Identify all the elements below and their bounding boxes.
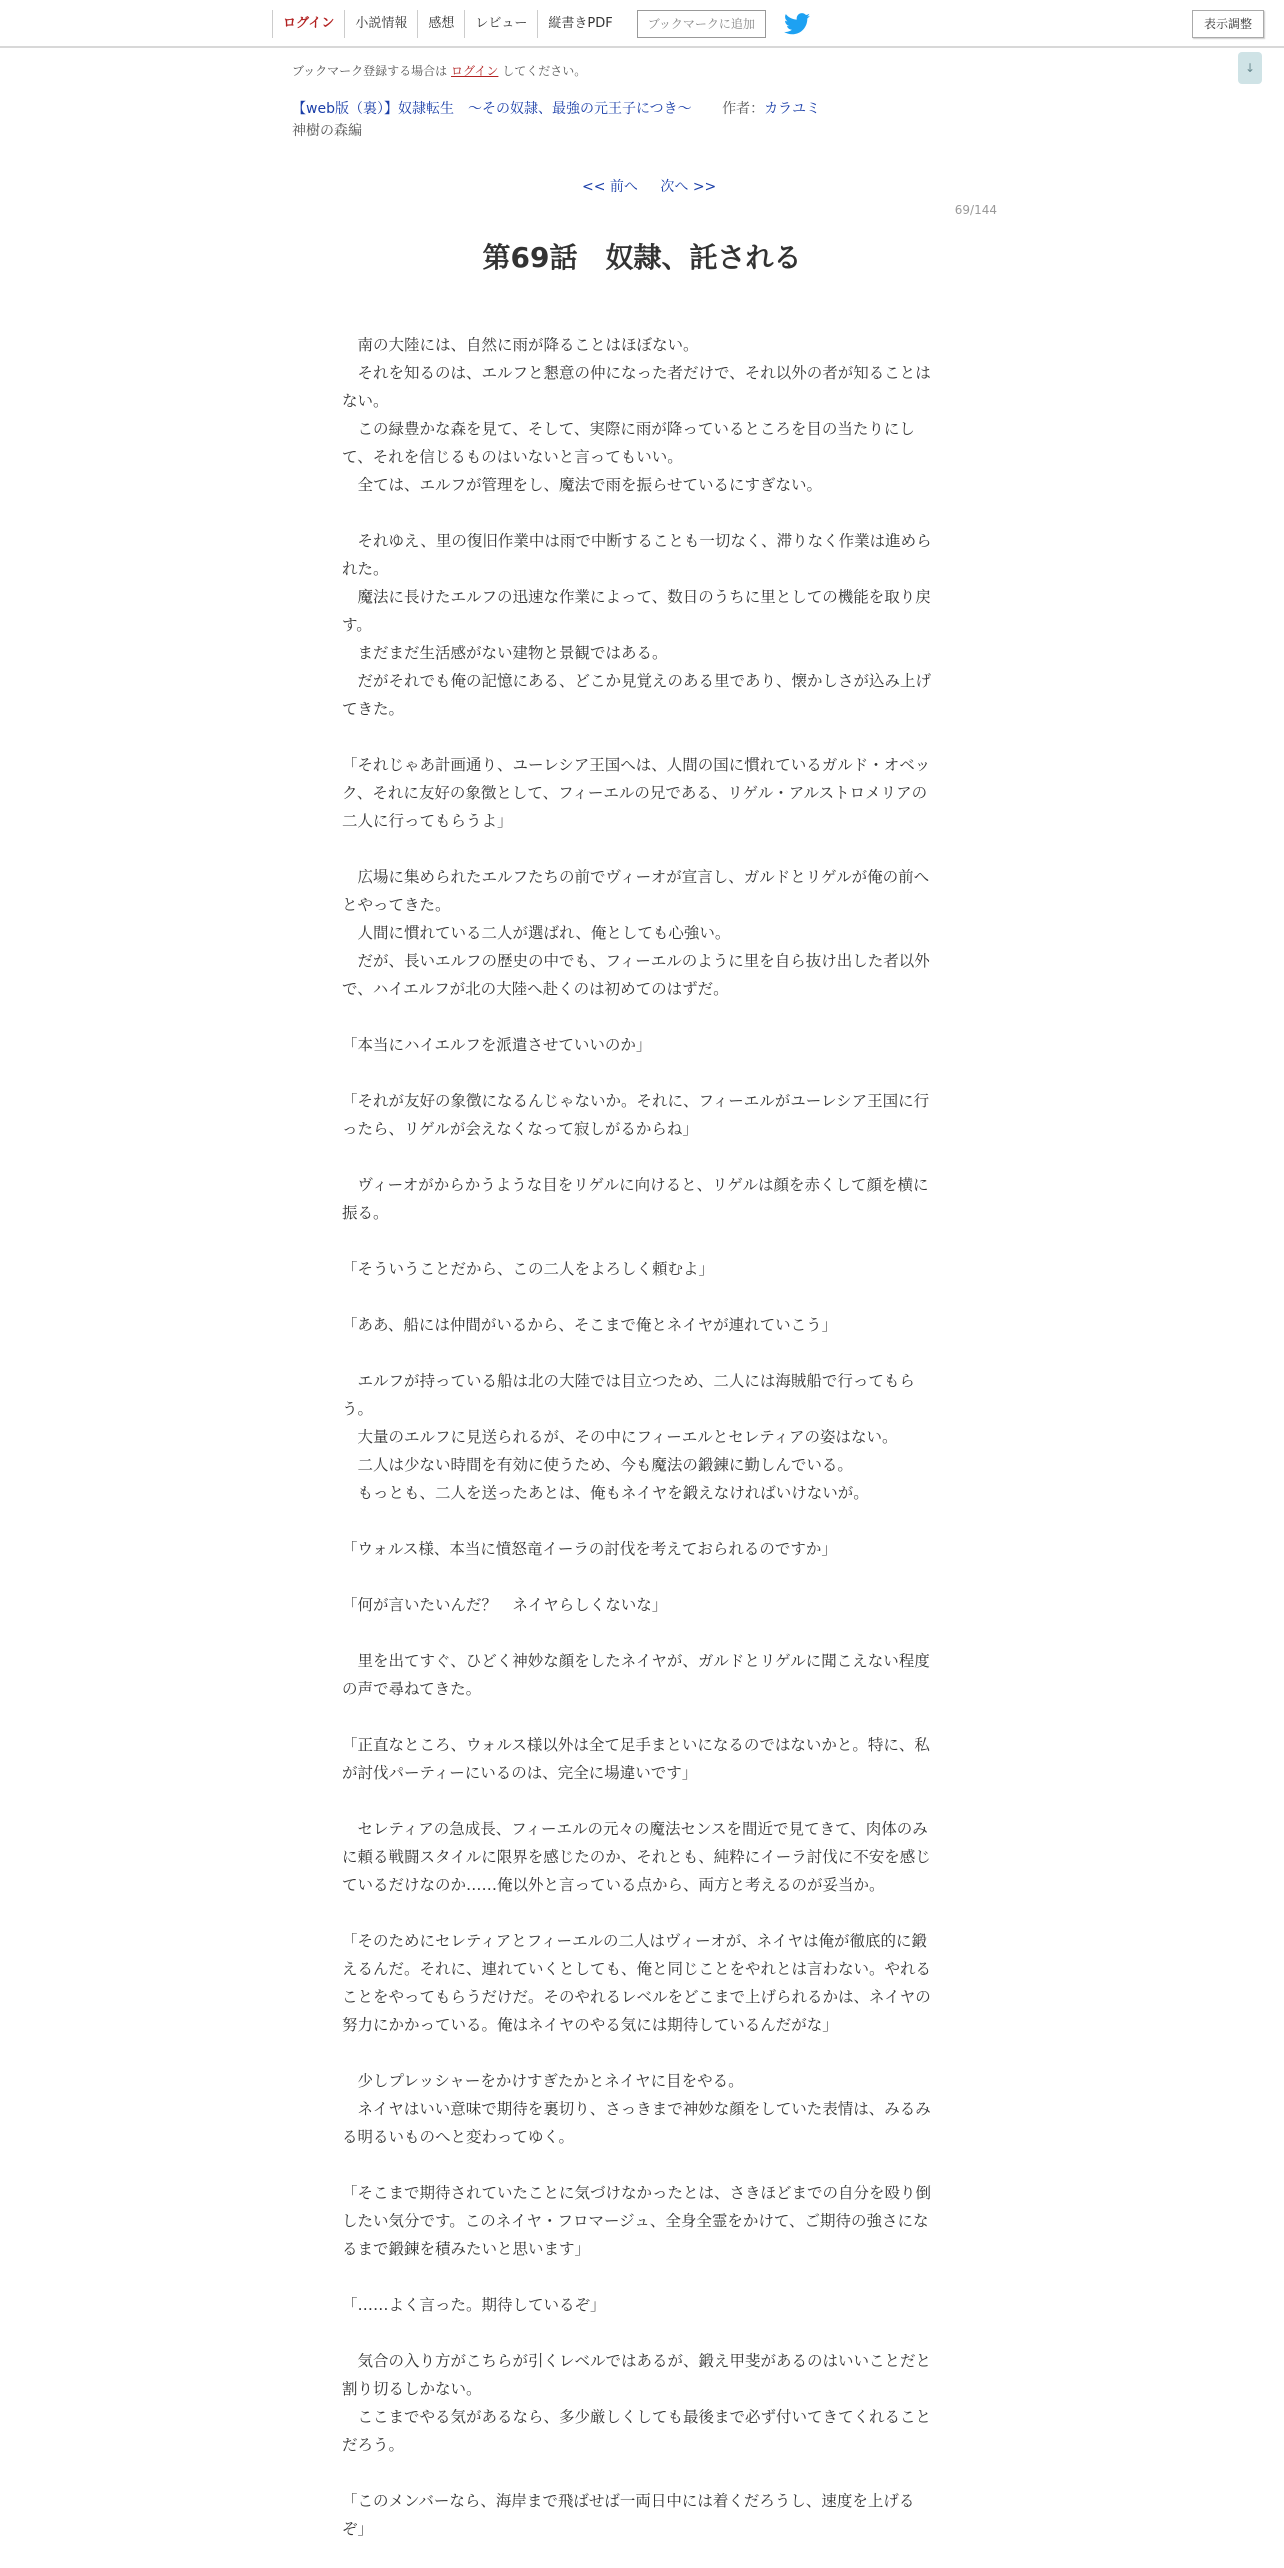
author-label: 作者： bbox=[722, 101, 765, 117]
prev-page-link[interactable]: << 前へ bbox=[582, 179, 638, 195]
blank-line bbox=[342, 1003, 936, 1031]
top-nav bbox=[272, 8, 810, 40]
blank-line bbox=[342, 499, 936, 527]
blank-line bbox=[342, 2151, 936, 2179]
next-page-link[interactable]: 次へ >> bbox=[660, 179, 717, 195]
paragraph: 「何が言いたいんだ？ ネイヤらしくないな」 bbox=[342, 1596, 668, 1614]
blank-line bbox=[342, 2319, 936, 2347]
paragraph: 魔法に長けたエルフの迅速な作業によって、数日のうちに里としての機能を取り戻す。 bbox=[342, 588, 931, 634]
blank-line bbox=[342, 1143, 936, 1171]
blank-line bbox=[342, 1787, 936, 1815]
author-link[interactable]: カラユミ bbox=[764, 101, 821, 117]
blank-line bbox=[342, 835, 936, 863]
chapter-title: 第69話 奴隷、託される bbox=[482, 241, 802, 274]
paragraph: 「ああ、船には仲間がいるから、そこまで俺とネイヤが連れていこう」 bbox=[342, 1316, 838, 1334]
blank-line bbox=[342, 1339, 936, 1367]
blank-line bbox=[342, 1899, 936, 1927]
paragraph: 気合の入り方がこちらが引くレベルではあるが、鍛え甲斐があるのはいいことだと割り切るしかない。 bbox=[342, 2352, 932, 2398]
blank-line bbox=[342, 2039, 936, 2067]
paragraph: 全ては、エルフが管理をし、魔法で雨を振らせているにすぎない。 bbox=[342, 476, 823, 494]
blank-line bbox=[342, 2459, 936, 2487]
nav-review-link[interactable]: レビュー bbox=[464, 10, 537, 38]
paragraph: 広場に集められたエルフたちの前でヴィーオが宣言し、ガルドとリゲルが俺の前へとやってきた。 bbox=[342, 868, 930, 914]
paragraph: 人間に慣れている二人が選ばれ、俺としても心強い。 bbox=[342, 924, 731, 942]
notice-suffix: してください。 bbox=[502, 64, 587, 78]
pager bbox=[582, 176, 716, 196]
paragraph: 少しプレッシャーをかけすぎたかとネイヤに目をやる。 bbox=[342, 2072, 744, 2090]
paragraph: セレティアの急成長、フィーエルの元々の魔法センスを間近で見てきて、肉体のみに頼る戦闘スタイルに限界を感じたのか、それとも、純粋にイーラ討伐に不安を感じているだけなのか……俺以外と言っている点から、両方と考えるのが妥当か。 bbox=[342, 1820, 931, 1894]
paragraph: だがそれでも俺の記憶にある、どこか見覚えのある里であり、懐かしさが込み上げてきた。 bbox=[342, 672, 932, 718]
page-count: 69/144 bbox=[954, 203, 997, 217]
paragraph: ヴィーオがからかうような目をリゲルに向けると、リゲルは顔を赤くして顔を横に振る。 bbox=[342, 1176, 929, 1222]
blank-line bbox=[342, 1563, 936, 1591]
blank-line bbox=[342, 1507, 936, 1535]
series-info bbox=[292, 98, 820, 118]
paragraph: ネイヤはいい意味で期待を裏切り、さっきまで神妙な顔をしていた表情は、みるみる明るいものへと変わってゆく。 bbox=[342, 2100, 931, 2146]
blank-line bbox=[342, 1619, 936, 1647]
paragraph: 「そこまで期待されていたことに気づけなかったとは、さきほどまでの自分を殴り倒したい気分です。このネイヤ・フロマージュ、全身全霊をかけて、ご期待の強さになるまで鍛錬を積みたいと思います」 bbox=[342, 2184, 932, 2258]
paragraph: ここまでやる気があるなら、多少厳しくしても最後まで必ず付いてきてくれることだろう。 bbox=[342, 2408, 932, 2454]
paragraph: 「このメンバーなら、海岸まで飛ばせば一両日中には着くだろうし、速度を上げるぞ」 bbox=[342, 2492, 915, 2538]
paragraph: まだまだ生活感がない建物と景観ではある。 bbox=[342, 644, 668, 662]
blank-line bbox=[342, 1703, 936, 1731]
paragraph: 「それが友好の象徴になるんじゃないか。それに、フィーエルがユーレシア王国に行ったら、リゲルが会えなくなって寂しがるからね」 bbox=[342, 1092, 930, 1138]
scroll-down-button[interactable]: ↓ bbox=[1238, 52, 1262, 84]
display-settings-button[interactable]: 表示調整 bbox=[1192, 10, 1264, 38]
nav-impressions-link[interactable]: 感想 bbox=[417, 10, 464, 38]
blank-line bbox=[342, 1283, 936, 1311]
blank-line bbox=[342, 1059, 936, 1087]
paragraph: 「ウォルス様、本当に憤怒竜イーラの討伐を考えておられるのですか」 bbox=[342, 1540, 837, 1558]
bookmark-login-notice bbox=[292, 62, 586, 79]
paragraph: 「……よく言った。期待しているぞ」 bbox=[342, 2296, 606, 2314]
paragraph: 「本当にハイエルフを派遣させていいのか」 bbox=[342, 1036, 652, 1054]
paragraph: 「そういうことだから、この二人をよろしく頼むよ」 bbox=[342, 1260, 715, 1278]
paragraph: 南の大陸には、自然に雨が降ることはほぼない。 bbox=[342, 336, 699, 354]
blank-line bbox=[342, 723, 936, 751]
series-title-link[interactable]: 【web版（裏）】奴隷転生 ～その奴隷、最強の元王子につき～ bbox=[292, 101, 692, 117]
nav-login-link[interactable]: ログイン bbox=[272, 10, 344, 38]
add-bookmark-button[interactable]: ブックマークに追加 bbox=[637, 10, 766, 38]
paragraph: 里を出てすぐ、ひどく神妙な顔をしたネイヤが、ガルドとリゲルに聞こえない程度の声で尋ねてきた。 bbox=[342, 1652, 930, 1698]
paragraph: この緑豊かな森を見て、そして、実際に雨が降っているところを目の当たりにして、それを信じるものはいないと言ってもいい。 bbox=[342, 420, 915, 466]
novel-body bbox=[342, 331, 936, 2543]
blank-line bbox=[342, 1227, 936, 1255]
notice-login-link[interactable]: ログイン bbox=[451, 64, 499, 78]
paragraph: だが、長いエルフの歴史の中でも、フィーエルのように里を自ら抜け出した者以外で、ハイエルフが北の大陸へ赴くのは初めてのはずだ。 bbox=[342, 952, 930, 998]
nav-novel-info-link[interactable]: 小説情報 bbox=[344, 10, 417, 38]
paragraph: 「それじゃあ計画通り、ユーレシア王国へは、人間の国に慣れているガルド・オベック、それに友好の象徴として、フィーエルの兄である、リゲル・アルストロメリアの二人に行ってもらうよ」 bbox=[342, 756, 931, 830]
paragraph: 「そのためにセレティアとフィーエルの二人はヴィーオが、ネイヤは俺が徹底的に鍛えるんだ。それに、連れていくとしても、俺と同じことをやれとは言わない。やれることをやってもらうだけだ。そのやれるレベルをどこまで上げられるかは、ネイヤの努力にかかっている。俺はネイヤのやる気には期待しているんだがな」 bbox=[342, 1932, 932, 2034]
top-header bbox=[0, 0, 1284, 48]
paragraph: 「正直なところ、ウォルス様以外は全て足手まといになるのではないかと。特に、私が討伐パーティーにいるのは、完全に場違いです」 bbox=[342, 1736, 930, 1782]
paragraph: それゆえ、里の復旧作業中は雨で中断することも一切なく、滞りなく作業は進められた。 bbox=[342, 532, 932, 578]
paragraph: エルフが持っている船は北の大陸では目立つため、二人には海賊船で行ってもらう。 bbox=[342, 1372, 915, 1418]
blank-line bbox=[342, 2263, 936, 2291]
chapter-group-title: 神樹の森編 bbox=[292, 123, 362, 139]
paragraph: 二人は少ない時間を有効に使うため、今も魔法の鍛錬に勤しんでいる。 bbox=[342, 1456, 853, 1474]
paragraph: それを知るのは、エルフと懇意の仲になった者だけで、それ以外の者が知ることはない。 bbox=[342, 364, 931, 410]
paragraph: 大量のエルフに見送られるが、その中にフィーエルとセレティアの姿はない。 bbox=[342, 1428, 898, 1446]
nav-vertical-pdf-link[interactable]: 縦書きPDF bbox=[537, 10, 622, 38]
paragraph: もっとも、二人を送ったあとは、俺もネイヤを鍛えなければいけないが。 bbox=[342, 1484, 869, 1502]
twitter-bird-icon[interactable] bbox=[784, 13, 810, 35]
notice-prefix: ブックマーク登録する場合は bbox=[292, 64, 448, 78]
